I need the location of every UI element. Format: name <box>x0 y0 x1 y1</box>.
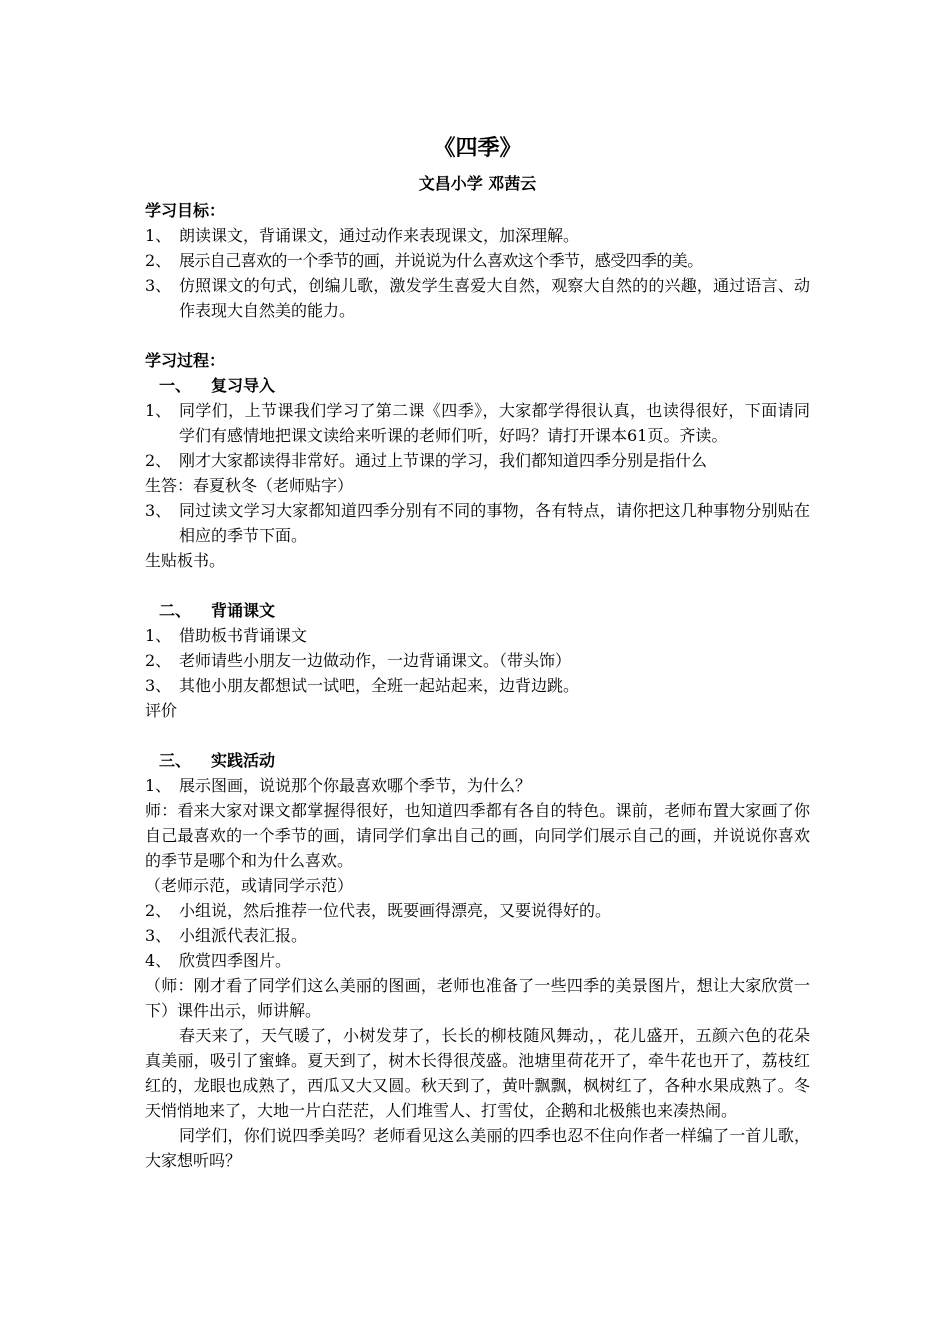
step-item <box>145 898 810 923</box>
step-number: 2、 <box>145 901 172 920</box>
step-text: 刚才大家都读得非常好。通过上节课的学习，我们都知道四季分别是指什么 <box>179 451 708 470</box>
goal-text: 仿照课文的句式，创编儿歌，激发学生喜爱大自然，观察大自然的的兴趣，通过语言、动作表现大自然美的能力。 <box>179 276 810 320</box>
section-note: 生贴板书。 <box>145 551 226 570</box>
process-heading: 学习过程： <box>145 351 226 370</box>
step-text: 欣赏四季图片。 <box>179 951 292 970</box>
step-item <box>145 623 810 648</box>
section-number: 一、 <box>159 376 192 395</box>
step-number: 3、 <box>145 501 172 520</box>
section-number: 三、 <box>159 751 192 770</box>
goal-number: 1、 <box>145 226 172 245</box>
step-number: 1、 <box>145 401 172 420</box>
section-title: 复习导入 <box>211 376 276 395</box>
step-item <box>145 773 810 798</box>
demo-note: （老师示范，或请同学示范） <box>145 876 354 895</box>
goal-number: 2、 <box>145 251 172 270</box>
goal-number: 3、 <box>145 276 172 295</box>
teacher-speech: 师：看来大家对课文都掌握得很好，也知道四季都有各自的特色。课前，老师布置大家画了你自己最喜欢的一个季节的画，请同学们拿出自己的画，向同学们展示自己的画，并说说你喜欢的季节是哪个和为什么喜欢。 <box>145 801 810 870</box>
step-text: 借助板书背诵课文 <box>179 626 308 645</box>
step-number: 4、 <box>145 951 172 970</box>
document-page <box>145 128 810 1173</box>
student-answer: 生答：春夏秋冬（老师贴字） <box>145 476 354 495</box>
step-number: 1、 <box>145 776 172 795</box>
step-text: 老师请些小朋友一边做动作，一边背诵课文。（带头饰） <box>179 651 572 670</box>
step-text: 小组派代表汇报。 <box>179 926 308 945</box>
document-title: 《四季》 <box>433 135 522 161</box>
spacer <box>145 573 810 598</box>
step-item <box>145 448 810 473</box>
step-item <box>145 923 810 948</box>
step-number: 3、 <box>145 926 172 945</box>
section-heading-recite <box>145 598 810 623</box>
step-item <box>145 398 810 448</box>
step-item <box>145 673 810 698</box>
goal-item <box>145 223 810 248</box>
section-heading-review <box>145 373 810 398</box>
step-number: 1、 <box>145 626 172 645</box>
goals-heading: 学习目标： <box>145 201 226 220</box>
step-number: 2、 <box>145 651 172 670</box>
step-text: 其他小朋友都想试一试吧，全班一起站起来，边背边跳。 <box>179 676 580 695</box>
step-number: 3、 <box>145 676 172 695</box>
step-item <box>145 648 810 673</box>
author-line: 文昌小学 邓茜云 <box>418 174 537 193</box>
step-item <box>145 948 810 973</box>
spacer <box>145 323 810 348</box>
section-heading-practice <box>145 748 810 773</box>
step-item <box>145 498 810 548</box>
goal-text: 展示自己喜欢的一个季节的画，并说说为什么喜欢这个季节，感受四季的美。 <box>179 251 703 270</box>
teacher-speech: （师：刚才看了同学们这么美丽的图画，老师也准备了一些四季的美景图片，想让大家欣赏一下）课件出示，师讲解。 <box>145 976 810 1020</box>
seasons-paragraph: 春天来了，天气暖了，小树发芽了，长长的柳枝随风舞动，，花儿盛开，五颜六色的花朵真美丽，吸引了蜜蜂。夏天到了，树木长得很茂盛。池塘里荷花开了，牵牛花也开了，荔枝红红的，龙眼也成熟了，西瓜又大又圆。秋天到了，黄叶飘飘，枫树红了，各种水果成熟了。冬天悄悄地来了，大地一片白茫茫，人们堆雪人、打雪仗，企鹅和北极熊也来凑热闹。 <box>145 1026 810 1120</box>
section-title: 实践活动 <box>211 751 276 770</box>
closing-paragraph: 同学们，你们说四季美吗？老师看见这么美丽的四季也忍不住向作者一样编了一首儿歌，大家想听吗？ <box>145 1126 810 1170</box>
goal-text: 朗读课文，背诵课文，通过动作来表现课文，加深理解。 <box>179 226 580 245</box>
spacer <box>145 723 810 748</box>
step-text: 小组说，然后推荐一位代表，既要画得漂亮，又要说得好的。 <box>179 901 612 920</box>
goal-item <box>145 248 810 273</box>
goal-item <box>145 273 810 323</box>
step-number: 2、 <box>145 451 172 470</box>
step-text: 同过读文学习大家都知道四季分别有不同的事物，各有特点，请你把这几种事物分别贴在相应的季节下面。 <box>179 501 810 545</box>
section-number: 二、 <box>159 601 192 620</box>
section-note: 评价 <box>145 701 178 720</box>
step-text: 同学们，上节课我们学习了第二课《四季》，大家都学得很认真，也读得很好，下面请同学们有感情地把课文读给来听课的老师们听，好吗？请打开课本61页。齐读。 <box>179 401 810 445</box>
step-text: 展示图画，说说那个你最喜欢哪个季节，为什么？ <box>179 776 532 795</box>
section-title: 背诵课文 <box>211 601 276 620</box>
